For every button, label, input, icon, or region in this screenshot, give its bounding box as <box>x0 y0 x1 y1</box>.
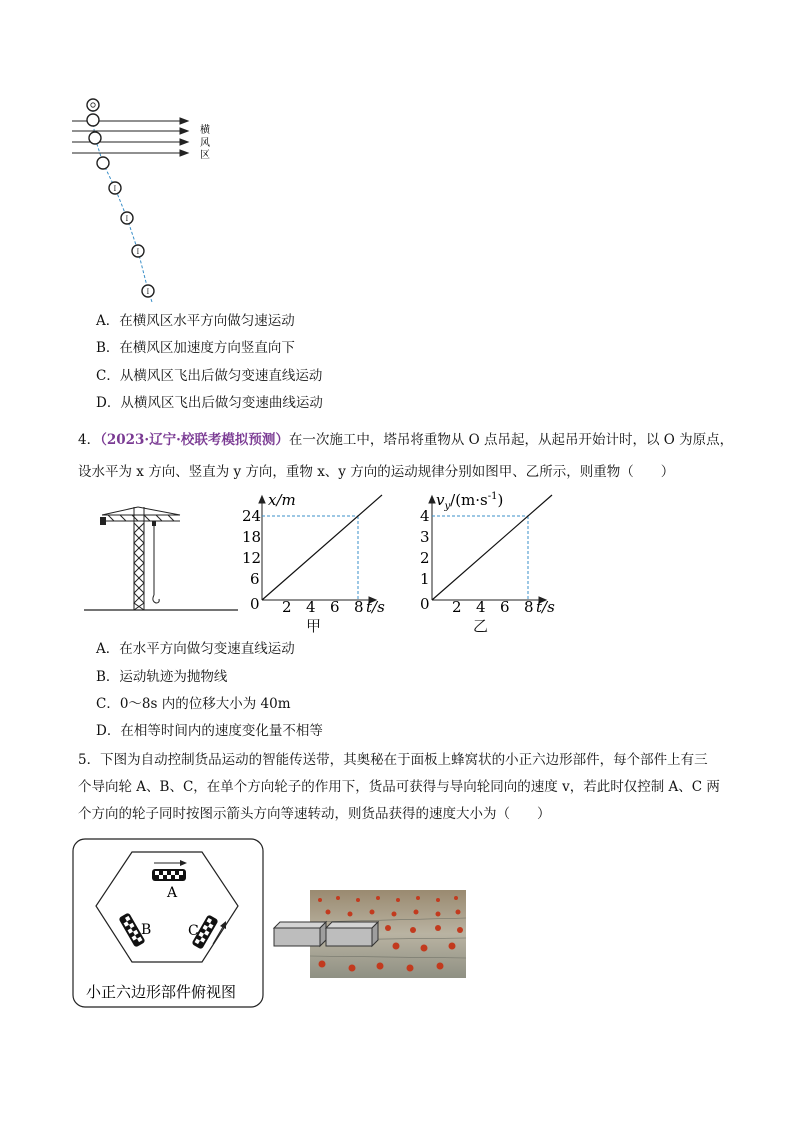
chart-yi-xtick-4: 4 <box>476 598 486 616</box>
q3-option-b: B．在横风区加速度方向竖直向下 <box>96 340 295 356</box>
wheel-a-icon <box>152 860 187 881</box>
chart-yi-origin: 0 <box>420 595 430 613</box>
q4-stem-line1 <box>78 431 733 449</box>
q4-stem-line2: 设水平为 x 方向、竖直为 y 方向，重物 x、y 方向的运动规律分别如图甲、乙所示，则重物（ ） <box>78 464 675 480</box>
wheel-c-label: C <box>188 923 199 939</box>
svg-text:I: I <box>125 215 129 223</box>
q4-option-a: A．在水平方向做匀变速直线运动 <box>96 641 295 657</box>
chart-jia-ytick-18: 18 <box>242 528 262 546</box>
q4-option-b: B．运动轨迹为抛物线 <box>96 669 228 685</box>
chart-jia <box>240 488 390 618</box>
q3-option-a: A．在横风区水平方向做匀速运动 <box>96 313 295 329</box>
svg-text:I: I <box>146 288 150 296</box>
chart-jia-ylabel: x/m <box>268 491 296 509</box>
wind-label-2: 风 <box>200 138 210 149</box>
svg-text:I: I <box>136 248 140 256</box>
ball-positions <box>87 99 154 297</box>
chart-jia-ytick-6: 6 <box>250 570 260 588</box>
q3-option-d: D．从横风区飞出后做匀变速曲线运动 <box>96 395 323 411</box>
q4-option-c: C．0～8s 内的位移大小为 40m <box>96 696 291 712</box>
chart-yi-ylabel: $v_y/(m\cdot s^{-1})$ <box>436 491 504 512</box>
q5-stem-line3: 个方向的轮子同时按图示箭头方向等速转动，则货品获得的速度大小为（ ） <box>78 806 551 822</box>
chart-yi-ytick-2: 2 <box>420 549 430 567</box>
chart-yi-xlabel: t/s <box>536 598 555 616</box>
chart-jia-origin: 0 <box>250 595 260 613</box>
chart-jia-xtick-4: 4 <box>306 598 316 616</box>
q4-option-d: D．在相等时间内的速度变化量不相等 <box>96 723 323 739</box>
q3-option-c: C．从横风区飞出后做匀变速直线运动 <box>96 368 323 384</box>
chart-yi <box>410 488 570 618</box>
chart-jia-data-line <box>262 495 382 600</box>
chart-yi-ytick-4: 4 <box>420 507 430 525</box>
q5-stem-line2: 个导向轮 A、B、C，在单个方向轮子的作用下，货品可获得与导向轮同向的速度 v，若此时仅控制 A、C 两 <box>78 779 720 795</box>
q5-stem-line1: 5．下图为自动控制货品运动的智能传送带，其奥秘在于面板上蜂窝状的小正六边形部件，每个部件上有三 <box>78 752 708 768</box>
chart-jia-xlabel: t/s <box>366 598 385 616</box>
q4-number: 4． <box>78 432 101 448</box>
chart-yi-caption: 乙 <box>473 617 489 635</box>
wind-label-3: 区 <box>200 150 210 161</box>
chart-jia-ytick-24: 24 <box>242 507 262 525</box>
chart-jia-xtick-2: 2 <box>282 598 292 616</box>
chart-yi-xtick-2: 2 <box>452 598 462 616</box>
wheel-b-label: B <box>141 922 152 938</box>
chart-jia-xtick-8: 8 <box>354 598 364 616</box>
chart-yi-ytick-1: 1 <box>420 570 430 588</box>
chart-yi-xtick-8: 8 <box>524 598 534 616</box>
chart-jia-ytick-12: 12 <box>242 549 262 567</box>
hexagon-part-figure <box>72 838 268 1010</box>
wind-label-1: 横 <box>200 125 210 136</box>
chart-jia-caption: 甲 <box>306 617 322 635</box>
trajectory-dashed <box>93 104 152 302</box>
tower-crane-figure <box>80 505 240 615</box>
wheel-a-label: A <box>167 885 178 901</box>
conveyor-photo <box>268 888 468 980</box>
hexagon-caption: 小正六边形部件俯视图 <box>86 983 237 1001</box>
crosswind-figure <box>60 90 240 305</box>
chart-jia-xtick-6: 6 <box>330 598 340 616</box>
q4-stem-text: 在一次施工中，塔吊将重物从 O 点吊起，从起吊开始计时，以 O 为原点， <box>288 432 734 448</box>
svg-text:I: I <box>113 185 117 193</box>
goods-boxes <box>274 922 378 946</box>
chart-yi-xtick-6: 6 <box>500 598 510 616</box>
chart-yi-ytick-3: 3 <box>420 528 430 546</box>
q4-source: （2023·辽宁·校联考模拟预测） <box>100 432 289 448</box>
